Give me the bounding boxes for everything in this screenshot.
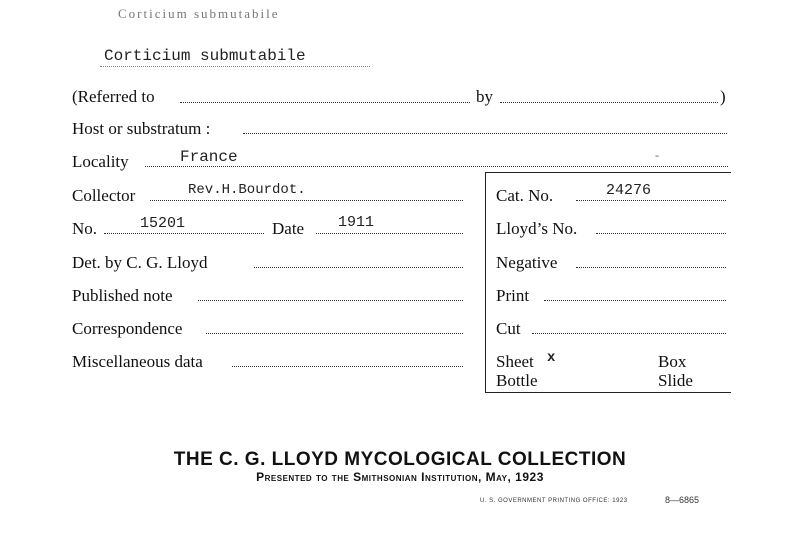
collection-subtitle: Presented to the Smithsonian Institution, May, 1923: [256, 470, 544, 484]
by-label: by: [476, 87, 493, 106]
locality-field[interactable]: [145, 166, 728, 167]
host-field[interactable]: [243, 133, 727, 134]
negative-field[interactable]: [576, 267, 726, 268]
print-field[interactable]: [544, 300, 726, 301]
sheet-label: Sheet: [496, 352, 534, 371]
catalog-box-top-border: [485, 172, 731, 173]
published-note-field[interactable]: [198, 300, 463, 301]
no-label: No.: [72, 219, 98, 238]
date-label: Date: [272, 219, 305, 238]
cat-no-field[interactable]: [576, 200, 726, 201]
locality-value: France: [180, 148, 238, 166]
locality-label: Locality: [72, 152, 129, 171]
cat-no-value: 24276: [606, 182, 652, 199]
cut-label: Cut: [496, 319, 521, 338]
bottle-label: Bottle: [496, 371, 538, 390]
collector-value: Rev.H.Bourdot.: [188, 182, 306, 198]
slide-label: Slide: [658, 371, 693, 390]
sheet-check-mark: x: [547, 350, 556, 366]
referred-by-field[interactable]: [500, 102, 718, 103]
date-field[interactable]: [316, 233, 463, 234]
referred-to-label: (Referred to: [72, 87, 155, 106]
collector-label: Collector: [72, 186, 136, 205]
host-label: Host or substratum :: [72, 119, 211, 138]
box-label: Box: [658, 352, 687, 371]
species-underline: [100, 66, 370, 67]
no-value: 15201: [140, 215, 186, 232]
lloyds-no-label: Lloyd’s No.: [496, 219, 578, 238]
print-label: Print: [496, 286, 530, 305]
form-number: 8—6865: [665, 495, 700, 505]
catalog-box-left-border: [485, 172, 486, 392]
catalog-box-bottom-border: [485, 392, 731, 393]
faint-header-text: Corticium submutabile: [118, 6, 280, 21]
negative-label: Negative: [496, 253, 558, 272]
det-by-label: Det. by C. G. Lloyd: [72, 253, 208, 272]
printing-office-note: U. S. GOVERNMENT PRINTING OFFICE: 1923: [480, 498, 628, 504]
correspondence-label: Correspondence: [72, 319, 183, 338]
miscellaneous-field[interactable]: [232, 366, 463, 367]
collector-field[interactable]: [150, 200, 463, 201]
cat-no-label: Cat. No.: [496, 186, 554, 205]
lloyds-no-field[interactable]: [596, 233, 726, 234]
referred-to-field[interactable]: [180, 102, 470, 103]
close-paren: ): [720, 87, 726, 106]
det-by-field[interactable]: [254, 267, 463, 268]
locality-mark: -: [655, 148, 659, 162]
miscellaneous-label: Miscellaneous data: [72, 352, 203, 371]
published-note-label: Published note: [72, 286, 173, 305]
cut-field[interactable]: [532, 333, 726, 334]
date-value: 1911: [338, 214, 375, 231]
collection-title: THE C. G. LLOYD MYCOLOGICAL COLLECTION: [173, 449, 627, 470]
no-field[interactable]: [104, 233, 264, 234]
correspondence-field[interactable]: [206, 333, 463, 334]
species-name: Corticium submutabile: [104, 47, 306, 65]
